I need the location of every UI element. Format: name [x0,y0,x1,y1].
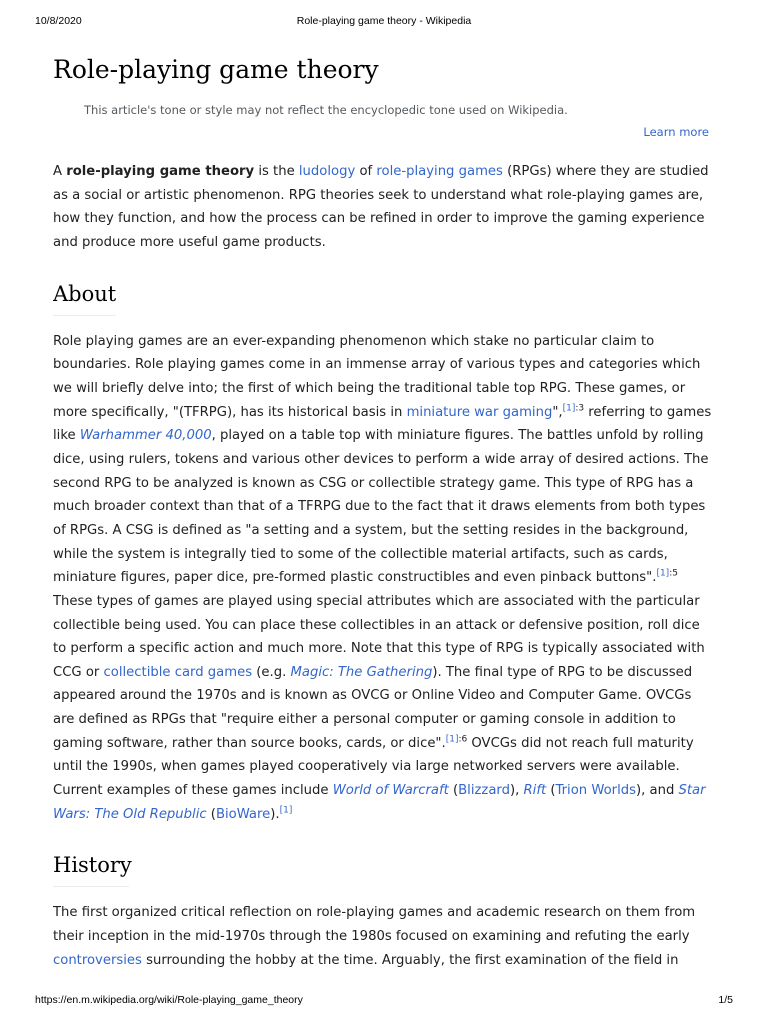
reference-2-page: :5 [669,568,678,579]
page-title: Role-playing game theory [53,55,379,84]
page-number: 1/5 [718,994,733,1006]
text-run: ). [270,806,280,822]
text-run: ), and [635,783,679,799]
print-date: 10/8/2020 [35,15,82,27]
reference-1-label: [1] [562,403,576,414]
section-heading-about: About [53,277,116,316]
link-role-playing-games[interactable]: role-playing games [376,164,503,179]
reference-2[interactable] [656,569,678,579]
text-run: of [355,164,377,179]
history-paragraph [53,901,715,972]
text-run: (RPGs) where they are studied as a social or artistic phenomenon. RPG theories seek to understand what role-playing games are, how they function, and how the process can be refined in order to improve the gaming experience and produce more useful game products. [53,164,709,250]
text-run: , played on a table top with miniature figures. The battles unfold by rolling dice, using rulers, tokens and various other devices to perform a wide array of desired actions. The second RPG to be analyzed is known as CSG or collectible strategy game. This type of RPG has a much broader context than that of a TFRPG due to the fact that it draws elements from both types of RPGs. A CSG is defined as "a setting and a system, but the setting resides in the background, while the system is integrally tied to some of the collectible material artifacts, such as cards, miniature figures, paper dice, pre-formed plastic constructibles and even pinback buttons". [53,428,709,586]
link-bioware[interactable]: BioWare [215,806,271,822]
learn-more-link[interactable]: Learn more [643,125,709,139]
style-notice [53,101,715,119]
link-star-wars-the-old-republic-text: Star Wars: The Old Republic [53,783,706,822]
text-run: These types of games are played using special attributes which are associated with the particular collectible being used. You can place these collectibles in an attack or defensive position, roll dice to perform a specific action and much more. Note that this type of RPG is typically associated with CCG or [53,593,705,680]
text-run: ", [552,404,563,420]
reference-4[interactable]: [1] [279,805,293,816]
reference-1-page: :3 [575,403,585,414]
section-heading-history: History [53,848,129,887]
print-footer [0,994,768,1008]
link-warhammer-40000-text: Warhammer 40,000 [79,428,212,444]
text-run: ( [206,806,216,822]
text-run: ). The final type of RPG to be discussed appeared around the 1970s and is known as OVCG or Online Video and Computer Game. OVCGs are defined as RPGs that "require either a personal computer or gaming console in addition to gaming software, rather than source books, cards, or dice". [53,664,693,751]
style-notice-text: This article's tone or style may not reflect the encyclopedic tone used on Wikipedia. [84,103,568,117]
bold-term: role-playing game theory [66,164,255,179]
link-blizzard[interactable]: Blizzard [458,783,510,799]
link-ludology[interactable]: ludology [298,164,356,179]
link-magic-the-gathering[interactable] [290,665,432,680]
link-controversies[interactable]: controversies [53,952,142,968]
link-magic-the-gathering-text: Magic: The Gathering [290,664,433,680]
link-collectible-card-games[interactable]: collectible card games [103,664,253,680]
reference-3-label: [1] [445,734,459,745]
intro-paragraph [53,160,715,255]
text-run: A [53,164,67,179]
text-run: Role playing games are an ever-expanding phenomenon which stake no particular claim to boundaries. Role playing games come in an immense array of various types and categories which we will briefly delve into; the first of which being the traditional table top RPG. These games, or more specifically, "(TFRPG), has its historical basis in [53,333,701,420]
text-run: surrounding the hobby at the time. Arguably, the first examination of the field in [141,952,679,968]
reference-3[interactable] [446,734,468,744]
link-rift-text: Rift [523,783,547,799]
print-url: https://en.m.wikipedia.org/wiki/Role-playing_game_theory [35,994,303,1006]
link-world-of-warcraft[interactable] [333,783,449,798]
reference-2-label: [1] [656,568,670,579]
text-run: The first organized critical reflection on role-playing games and academic research on them from their inception in the mid-1970s through the 1980s focused on examining and refuting the early [53,905,696,945]
article-content [53,52,715,986]
link-rift[interactable] [524,783,547,798]
text-run: OVCGs did not reach full maturity until the 1990s, when games played cooperatively via large networked servers were available. Current examples of these games include [53,735,694,799]
reference-3-page: :6 [458,734,468,745]
text-run: ( [546,783,556,799]
text-run: referring to games like [53,404,712,444]
link-miniature-war-gaming[interactable]: miniature war gaming [406,404,553,420]
link-trion-worlds[interactable]: Trion Worlds [555,783,636,799]
reference-1[interactable] [563,403,585,413]
text-run: (e.g. [252,664,291,680]
link-world-of-warcraft-text: World of Warcraft [332,783,449,799]
link-warhammer-40000[interactable] [80,428,212,443]
text-run: ), [509,783,524,799]
text-run: is the [254,164,299,179]
text-run: ( [448,783,459,799]
about-paragraph [53,330,715,827]
print-header [0,15,768,29]
print-title: Role-playing game theory - Wikipedia [296,15,472,27]
